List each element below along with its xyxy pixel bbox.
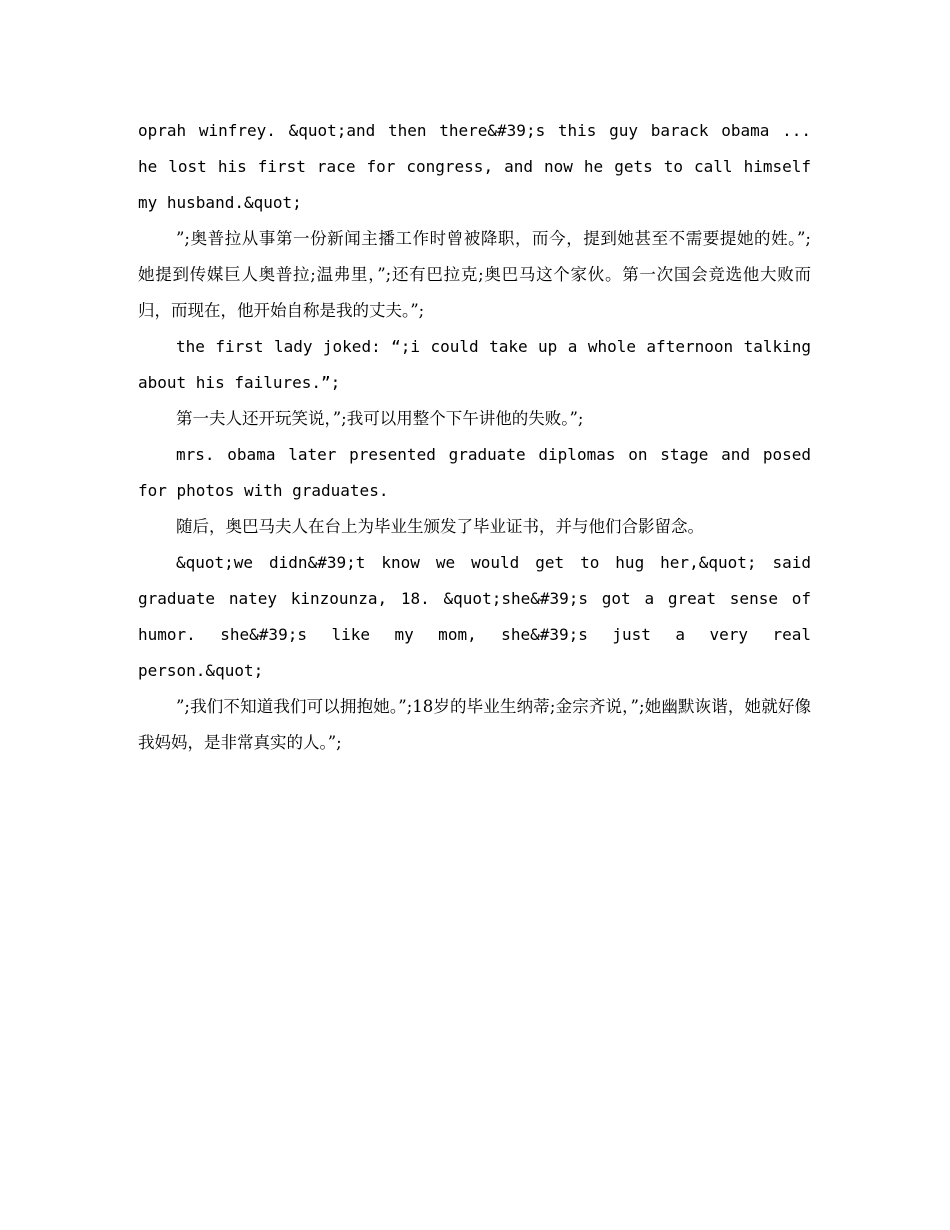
paragraph-chinese: ”;奥普拉从事第一份新闻主播工作时曾被降职，而今，提到她甚至不需要提她的姓。”; 她提到传媒巨人奥普拉;温弗里，”;还有巴拉克;奥巴马这个家伙。第一次国会竞选他大败而归，而现在，他开始自称是我的丈夫。”; <box>138 229 811 320</box>
paragraph-chinese: 第一夫人还开玩笑说，”;我可以用整个下午讲他的失败。”; <box>176 409 584 428</box>
document-body <box>138 113 811 761</box>
paragraph-english: oprah winfrey. &quot;and then there&#39;s this guy barack obama ... he lost his first race for congress, and now he gets to call himself my husband.&quot; <box>138 121 811 212</box>
paragraph-english: mrs. obama later presented graduate diplomas on stage and posed for photos with graduates. <box>138 445 811 500</box>
paragraph-chinese: ”;我们不知道我们可以拥抱她。”;18岁的毕业生纳蒂;金宗齐说，”;她幽默诙谐，她就好像我妈妈，是非常真实的人。”; <box>138 697 811 752</box>
paragraph-chinese: 随后，奥巴马夫人在台上为毕业生颁发了毕业证书，并与他们合影留念。 <box>176 517 704 536</box>
paragraph-english: the first lady joked: “;i could take up a whole afternoon talking about his failures.”; <box>138 337 811 392</box>
paragraph-english: &quot;we didn&#39;t know we would get to hug her,&quot; said graduate natey kinzounza, 18. &quot;she&#39;s got a great sense of humor. she&#39;s like my mom, she&#39;s just a very real person.&quot; <box>138 553 811 680</box>
